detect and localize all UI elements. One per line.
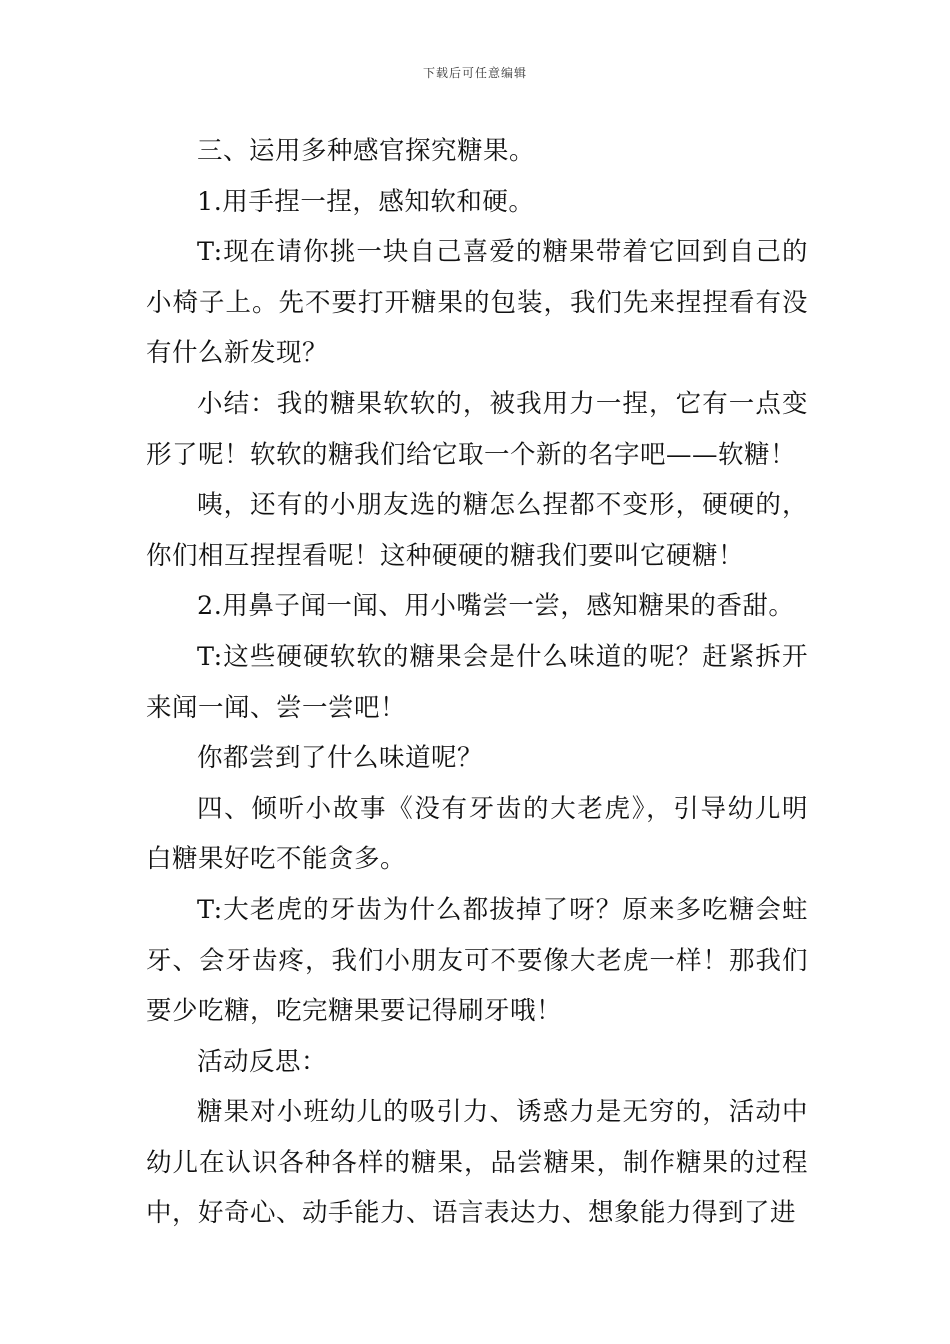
reflection-heading: 活动反思：	[197, 1046, 328, 1077]
document-body	[146, 126, 808, 1239]
teacher-prompt-taste: T:这些硬硬软软的糖果会是什么味道的呢？赶紧拆开来闻一闻、尝一尝吧！	[146, 641, 808, 723]
section-heading-story: 四、倾听小故事《没有牙齿的大老虎》，引导幼儿明白糖果好吃不能贪多。	[146, 793, 808, 875]
summary-soft-candy: 小结：我的糖果软软的，被我用力一捏，它有一点变形了呢！软软的糖我们给它取一个新的名字吧——软糖！	[146, 388, 808, 470]
section-heading-sensory: 三、运用多种感官探究糖果。	[197, 136, 536, 166]
teacher-prompt-tiger: T:大老虎的牙齿为什么都拔掉了呀？原来多吃糖会蛀牙、会牙齿疼，我们小朋友可不要像大老虎一样！那我们要少吃糖，吃完糖果要记得刷牙哦！	[146, 894, 808, 1027]
paragraph-hard-candy: 咦，还有的小朋友选的糖怎么捏都不变形，硬硬的，你们相互捏捏看呢！这种硬硬的糖我们要叫它硬糖！	[146, 490, 808, 571]
step-squeeze: 1.用手捏一捏，感知软和硬。	[197, 186, 535, 217]
reflection-paragraph: 糖果对小班幼儿的吸引力、诱惑力是无穷的，活动中幼儿在认识各种各样的糖果，品尝糖果，制作糖果的过程中，好奇心、动手能力、语言表达力、想象能力得到了进	[146, 1097, 808, 1229]
question-flavor: 你都尝到了什么味道呢？	[197, 743, 484, 774]
page-header: 下载后可任意编辑	[422, 66, 527, 80]
teacher-prompt-choose-candy: T:现在请你挑一块自己喜爱的糖果带着它回到自己的小椅子上。先不要打开糖果的包装，我们先来捏捏看有没有什么新发现？	[146, 237, 808, 369]
step-smell-taste: 2.用鼻子闻一闻、用小嘴尝一尝，感知糖果的香甜。	[197, 591, 795, 622]
